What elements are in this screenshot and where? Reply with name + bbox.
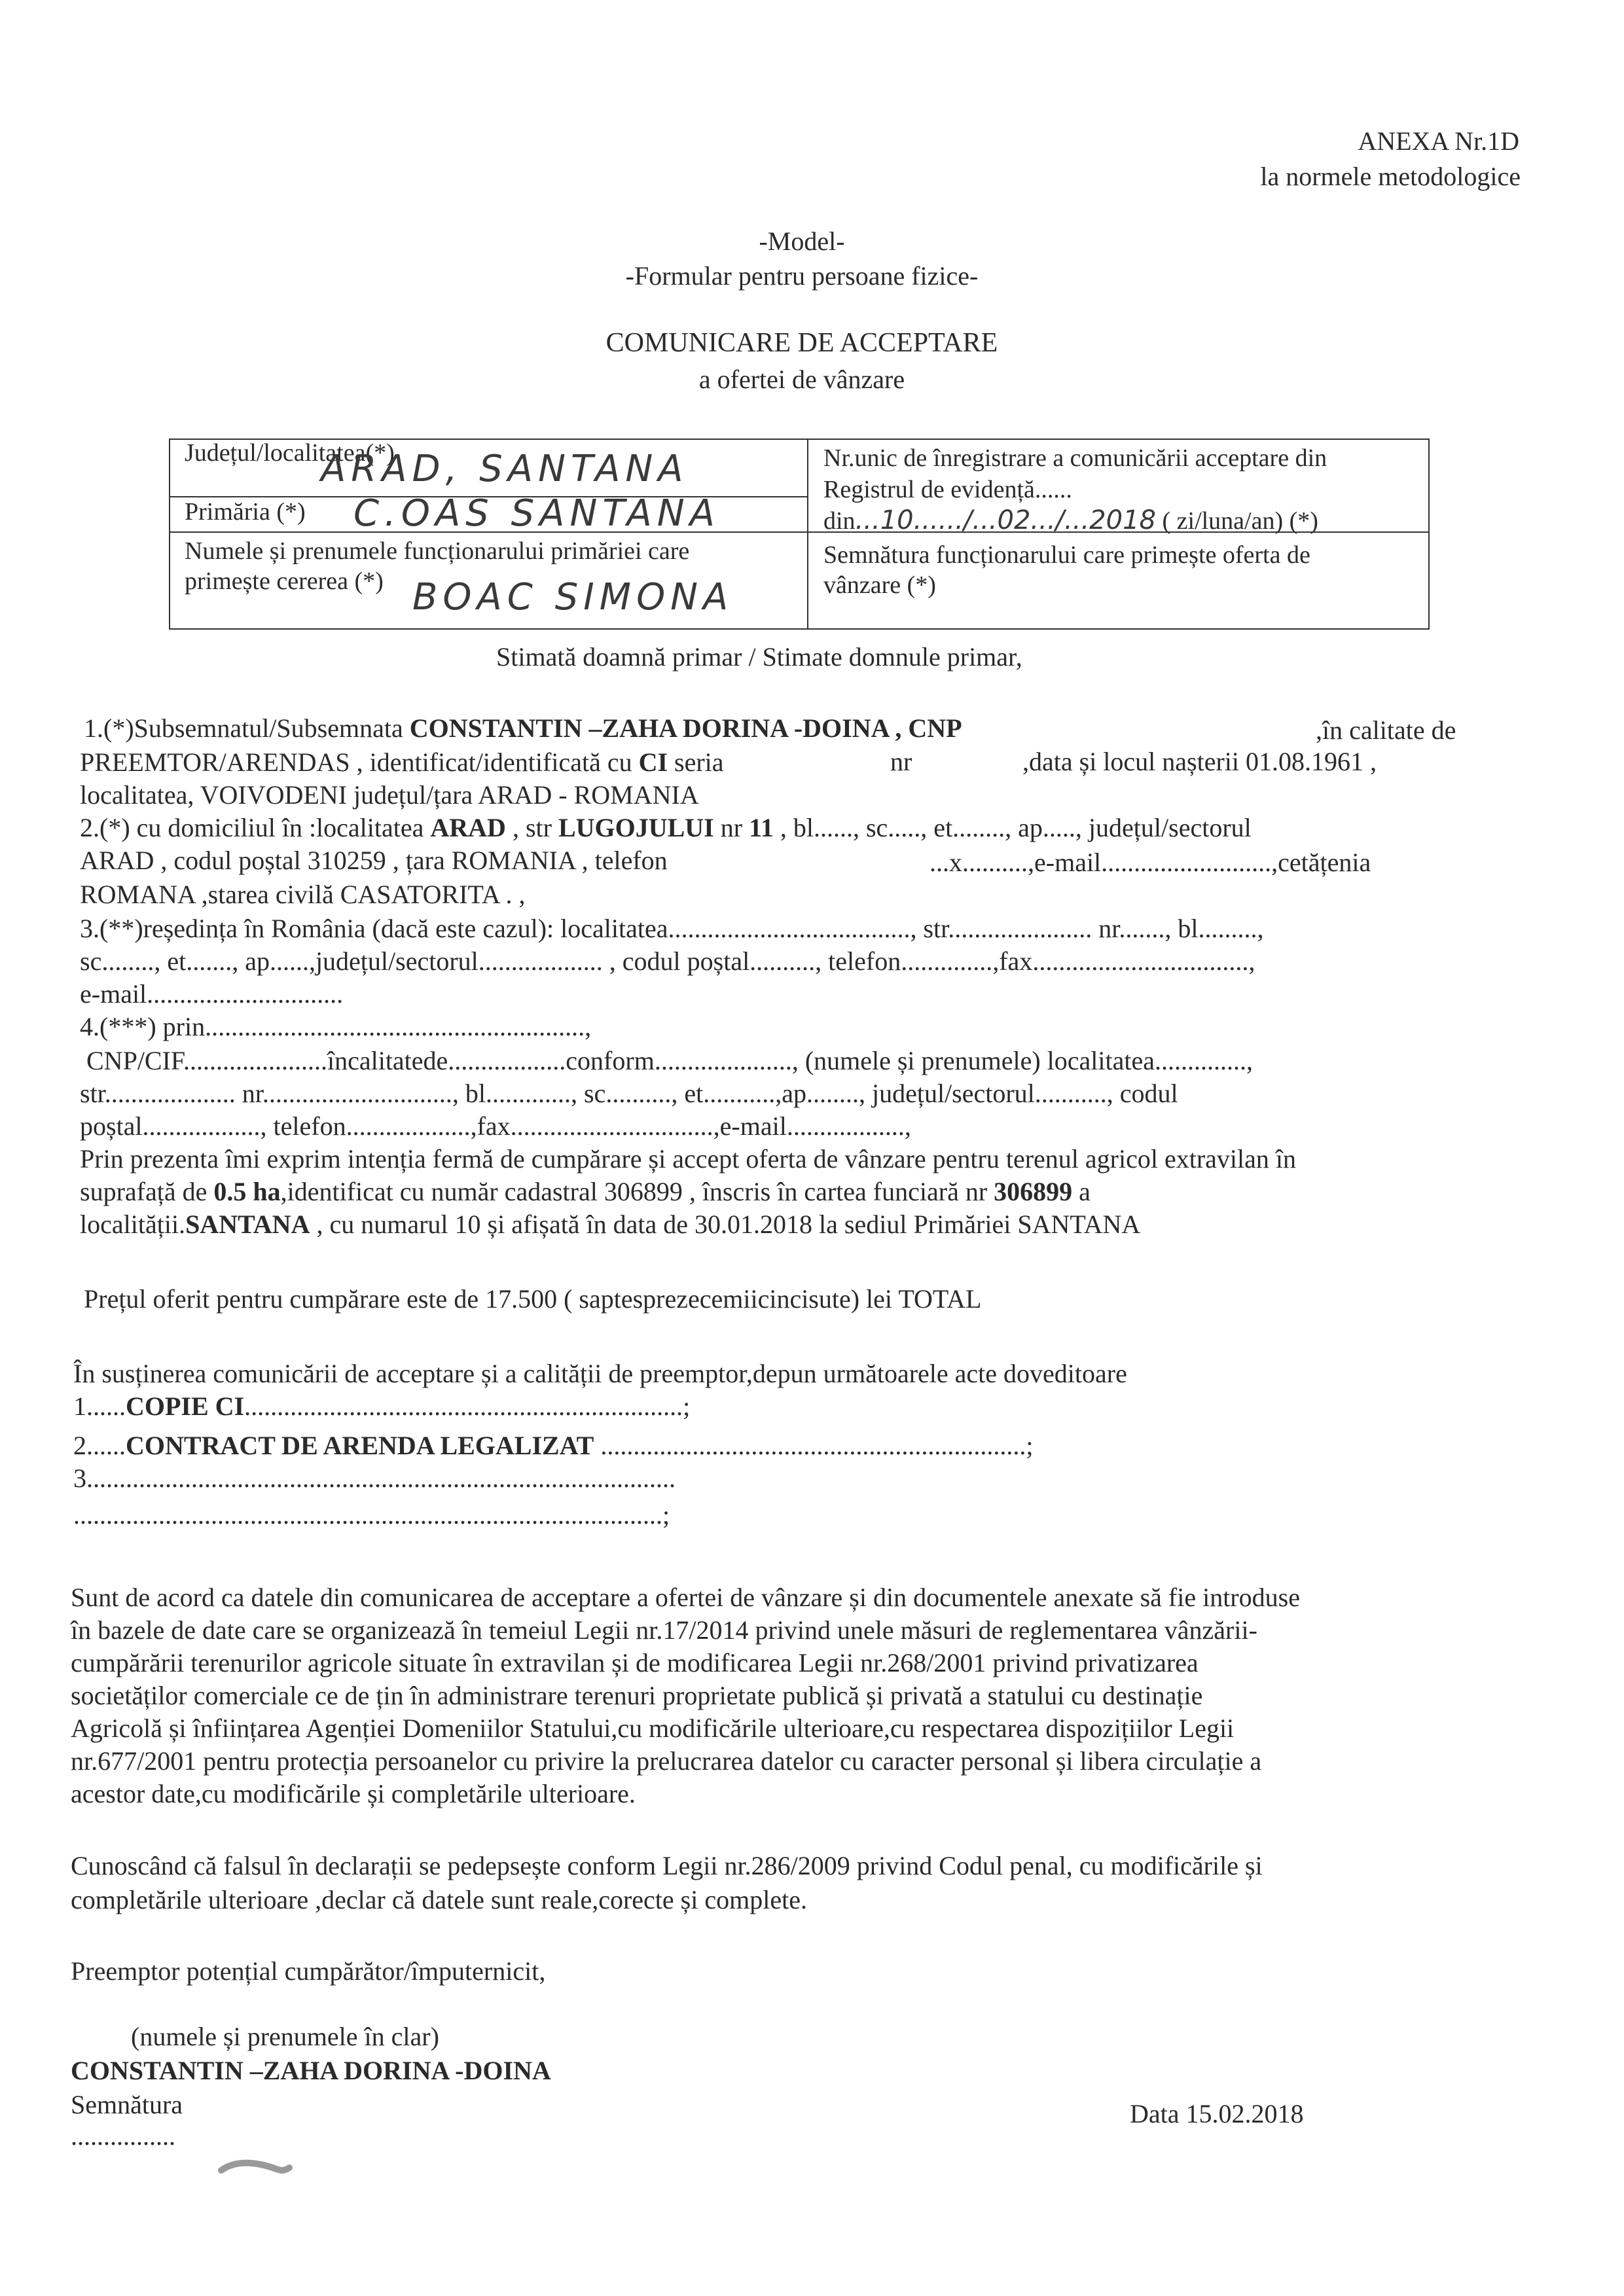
line-14: Prin prezenta îmi exprim intenția fermă de cumpărare și accept oferta de vânzare pentru terenul agricol extravilan în (80, 1144, 1297, 1174)
area-value: 0.5 ha (213, 1177, 281, 1206)
cnp-label: , CNP (888, 713, 962, 743)
signature-scribble (216, 2153, 295, 2186)
text: ...................................................................; (244, 1391, 691, 1421)
ci-label: CI (638, 747, 668, 777)
consent-line-1: Sunt de acord ca datele din comunicarea de acceptare a ofertei de vânzare și din documentele anexate să fie introduse (71, 1583, 1300, 1612)
registration-date-handwritten: ...10....../...02.../...2018 (855, 505, 1156, 535)
text: , bl......, sc....., et........, ap....., județul/sectorul (773, 813, 1252, 842)
line-9: e-mail.............................. (80, 979, 344, 1009)
model-label: -Model- (759, 226, 845, 256)
locality-value: SANTANA (185, 1210, 310, 1239)
act-1-title: COPIE CI (126, 1391, 245, 1421)
table-divider (807, 439, 808, 630)
text: localității. (80, 1210, 186, 1239)
consent-line-7: acestor date,cu modificările și completările ulterioare. (71, 1779, 636, 1808)
act-3: 3.......................................................................................... (73, 1463, 676, 1493)
consent-line-3: cumpărării terenurilor agricole situate în extravilan și de modificarea Legii nr.268/2001 privind privatizarea (71, 1648, 1199, 1677)
line-3: localitatea, VOIVODENI județul/țara ARAD - ROMANIA (80, 780, 699, 810)
act-2-title: CONTRACT DE ARENDA LEGALIZAT (126, 1431, 594, 1460)
line-8: sc........, et......., ap......,județul/sectorul................... , codul poștal.........., telefon..............,fax................................., (80, 946, 1255, 976)
line-11: CNP/CIF......................încalitatede..................conform....................., (numele și prenumele) localitatea.............., (86, 1046, 1254, 1075)
line-10: 4.(***) prin.........................................................., (80, 1012, 592, 1041)
name-hint: (numele și prenumele în clar) (131, 2022, 439, 2051)
act-1 (73, 1390, 1500, 1423)
text: 2...... (73, 1431, 126, 1460)
signature-dots: ................ (71, 2121, 175, 2151)
text: 2.(*) cu domiciliul în :localitatea (80, 813, 431, 842)
semnatura-label-2: vânzare (*) (823, 571, 936, 599)
line-15 (80, 1175, 1507, 1208)
text: ,identificat cu număr cadastral 306899 , înscris în cartea funciară nr (280, 1177, 994, 1206)
semnatura-label: Semnătura funcționarului care primește oferta de (823, 541, 1310, 569)
line-6: ROMANA ,starea civilă CASATORITA . , (80, 880, 526, 909)
text: a (1072, 1177, 1091, 1206)
city-value: ARAD (430, 813, 506, 842)
form-type: -Formular pentru persoane fizice- (625, 261, 979, 291)
consent-line-2: în bazele de date care se organizează în temeiul Legii nr.17/2014 privind unele măsuri de reglementarea vânzării- (71, 1615, 1257, 1645)
date-format-label: ( zi/luna/an) (*) (1162, 507, 1318, 535)
birth-info: ,data și locul nașterii 01.08.1961 , (1022, 747, 1377, 776)
salutation: Stimată doamnă primar / Stimate domnule primar, (496, 642, 1022, 672)
cf-number: 306899 (994, 1177, 1073, 1206)
consent-line-4: societăților comerciale ce de țin în administrare terenuri proprietate publică și privată a statului cu destinație (71, 1681, 1203, 1710)
line-5: ARAD , codul poștal 310259 , țara ROMANIA , telefon (80, 846, 668, 875)
act-4: ..........................................................................................; (73, 1500, 670, 1530)
text: PREEMTOR/ARENDAS , identificat/identificată cu (80, 747, 639, 777)
applicant-name: CONSTANTIN –ZAHA DORINA -DOINA (409, 713, 889, 743)
annex-subtitle: la normele metodologice (1260, 162, 1521, 191)
nr-unic-label: Nr.unic de înregistrare a comunicării acceptare din (823, 444, 1327, 472)
line-4 (80, 812, 1507, 844)
annex-number: ANEXA Nr.1D (1358, 126, 1519, 156)
text: suprafață de (80, 1177, 214, 1206)
judet-handwritten: ARAD, SANTANA (321, 448, 689, 490)
text: .................................................................; (594, 1431, 1034, 1460)
street-number: 11 (749, 813, 774, 842)
page-title: COMUNICARE DE ACCEPTARE (605, 328, 998, 358)
price-line: Prețul oferit pentru cumpărare este de 17.500 ( saptesprezecemiicincisute) lei TOTAL (84, 1284, 982, 1314)
consent-line-6: nr.677/2001 pentru protecția persoanelor cu privire la prelucrarea datelor cu caracter personal și libera circulație a (71, 1746, 1262, 1776)
act-2 (73, 1429, 1500, 1462)
functionar-handwritten: BOAC SIMONA (412, 576, 734, 619)
street-value: LUGOJULUI (558, 813, 714, 842)
text: 1.(*)Subsemnatul/Subsemnata (84, 713, 410, 743)
text: , str (505, 813, 558, 842)
email-line: ...x..........,e-mail..........................,cetățenia (929, 848, 1371, 877)
primaria-label: Primăria (*) (185, 498, 306, 526)
text: 1...... (73, 1391, 126, 1421)
date-row (823, 505, 1318, 535)
consent-line-5: Agricolă și înființarea Agenției Domeniilor Statului,cu modificările ulterioare,cu respectarea dispozițiilor Legii (71, 1713, 1235, 1743)
signer-role: Preemptor potențial cumpărător/împuternicit, (71, 1956, 546, 1986)
line-16 (80, 1208, 1507, 1241)
declaration-line-2: completările ulterioare ,declar că datele sunt reale,corecte și complete. (71, 1885, 807, 1914)
document-date: Data 15.02.2018 (1130, 2099, 1304, 2128)
din-label: din (823, 507, 856, 535)
text: , cu numarul 10 și afișată în data de 30.01.2018 la sediul Primăriei SANTANA (310, 1210, 1141, 1239)
line-7: 3.(**)reședința în România (dacă este cazul): localitatea....................................., str...................... nr......., bl........., (80, 914, 1264, 943)
text: seria (668, 747, 724, 777)
functionar-label: Numele și prenumele funcționarului primăriei care (185, 537, 690, 565)
line-12: str.................... nr............................., bl............., sc.........., et...........,ap........, județul/sectorul..........., codul (80, 1079, 1178, 1108)
signature-label: Semnătura (71, 2090, 183, 2119)
primaria-handwritten: C.OAS SANTANA (353, 492, 720, 535)
acts-intro: În susținerea comunicării de acceptare și a calității de preemptor,depun următoarele acte doveditoare (73, 1359, 1127, 1388)
registru-label: Registrul de evidență...... (823, 476, 1072, 503)
signer-name: CONSTANTIN –ZAHA DORINA -DOINA (71, 2056, 551, 2085)
line-1 (84, 712, 1511, 745)
capacity-label: ,în calitate de (1316, 715, 1456, 745)
judet-label: Județul/localitatea(*) (185, 439, 395, 467)
text: nr (713, 813, 749, 842)
line-13: poștal.................., telefon...................,fax...............................,e-mail.................., (80, 1111, 911, 1141)
functionar-label-2: primește cererea (*) (185, 567, 384, 595)
nr-label: nr (890, 747, 912, 776)
declaration-line-1: Cunoscând că falsul în declarații se pedepsește conform Legii nr.286/2009 privind Codul penal, cu modificările și (71, 1851, 1263, 1880)
page-subtitle: a ofertei de vânzare (698, 365, 905, 394)
